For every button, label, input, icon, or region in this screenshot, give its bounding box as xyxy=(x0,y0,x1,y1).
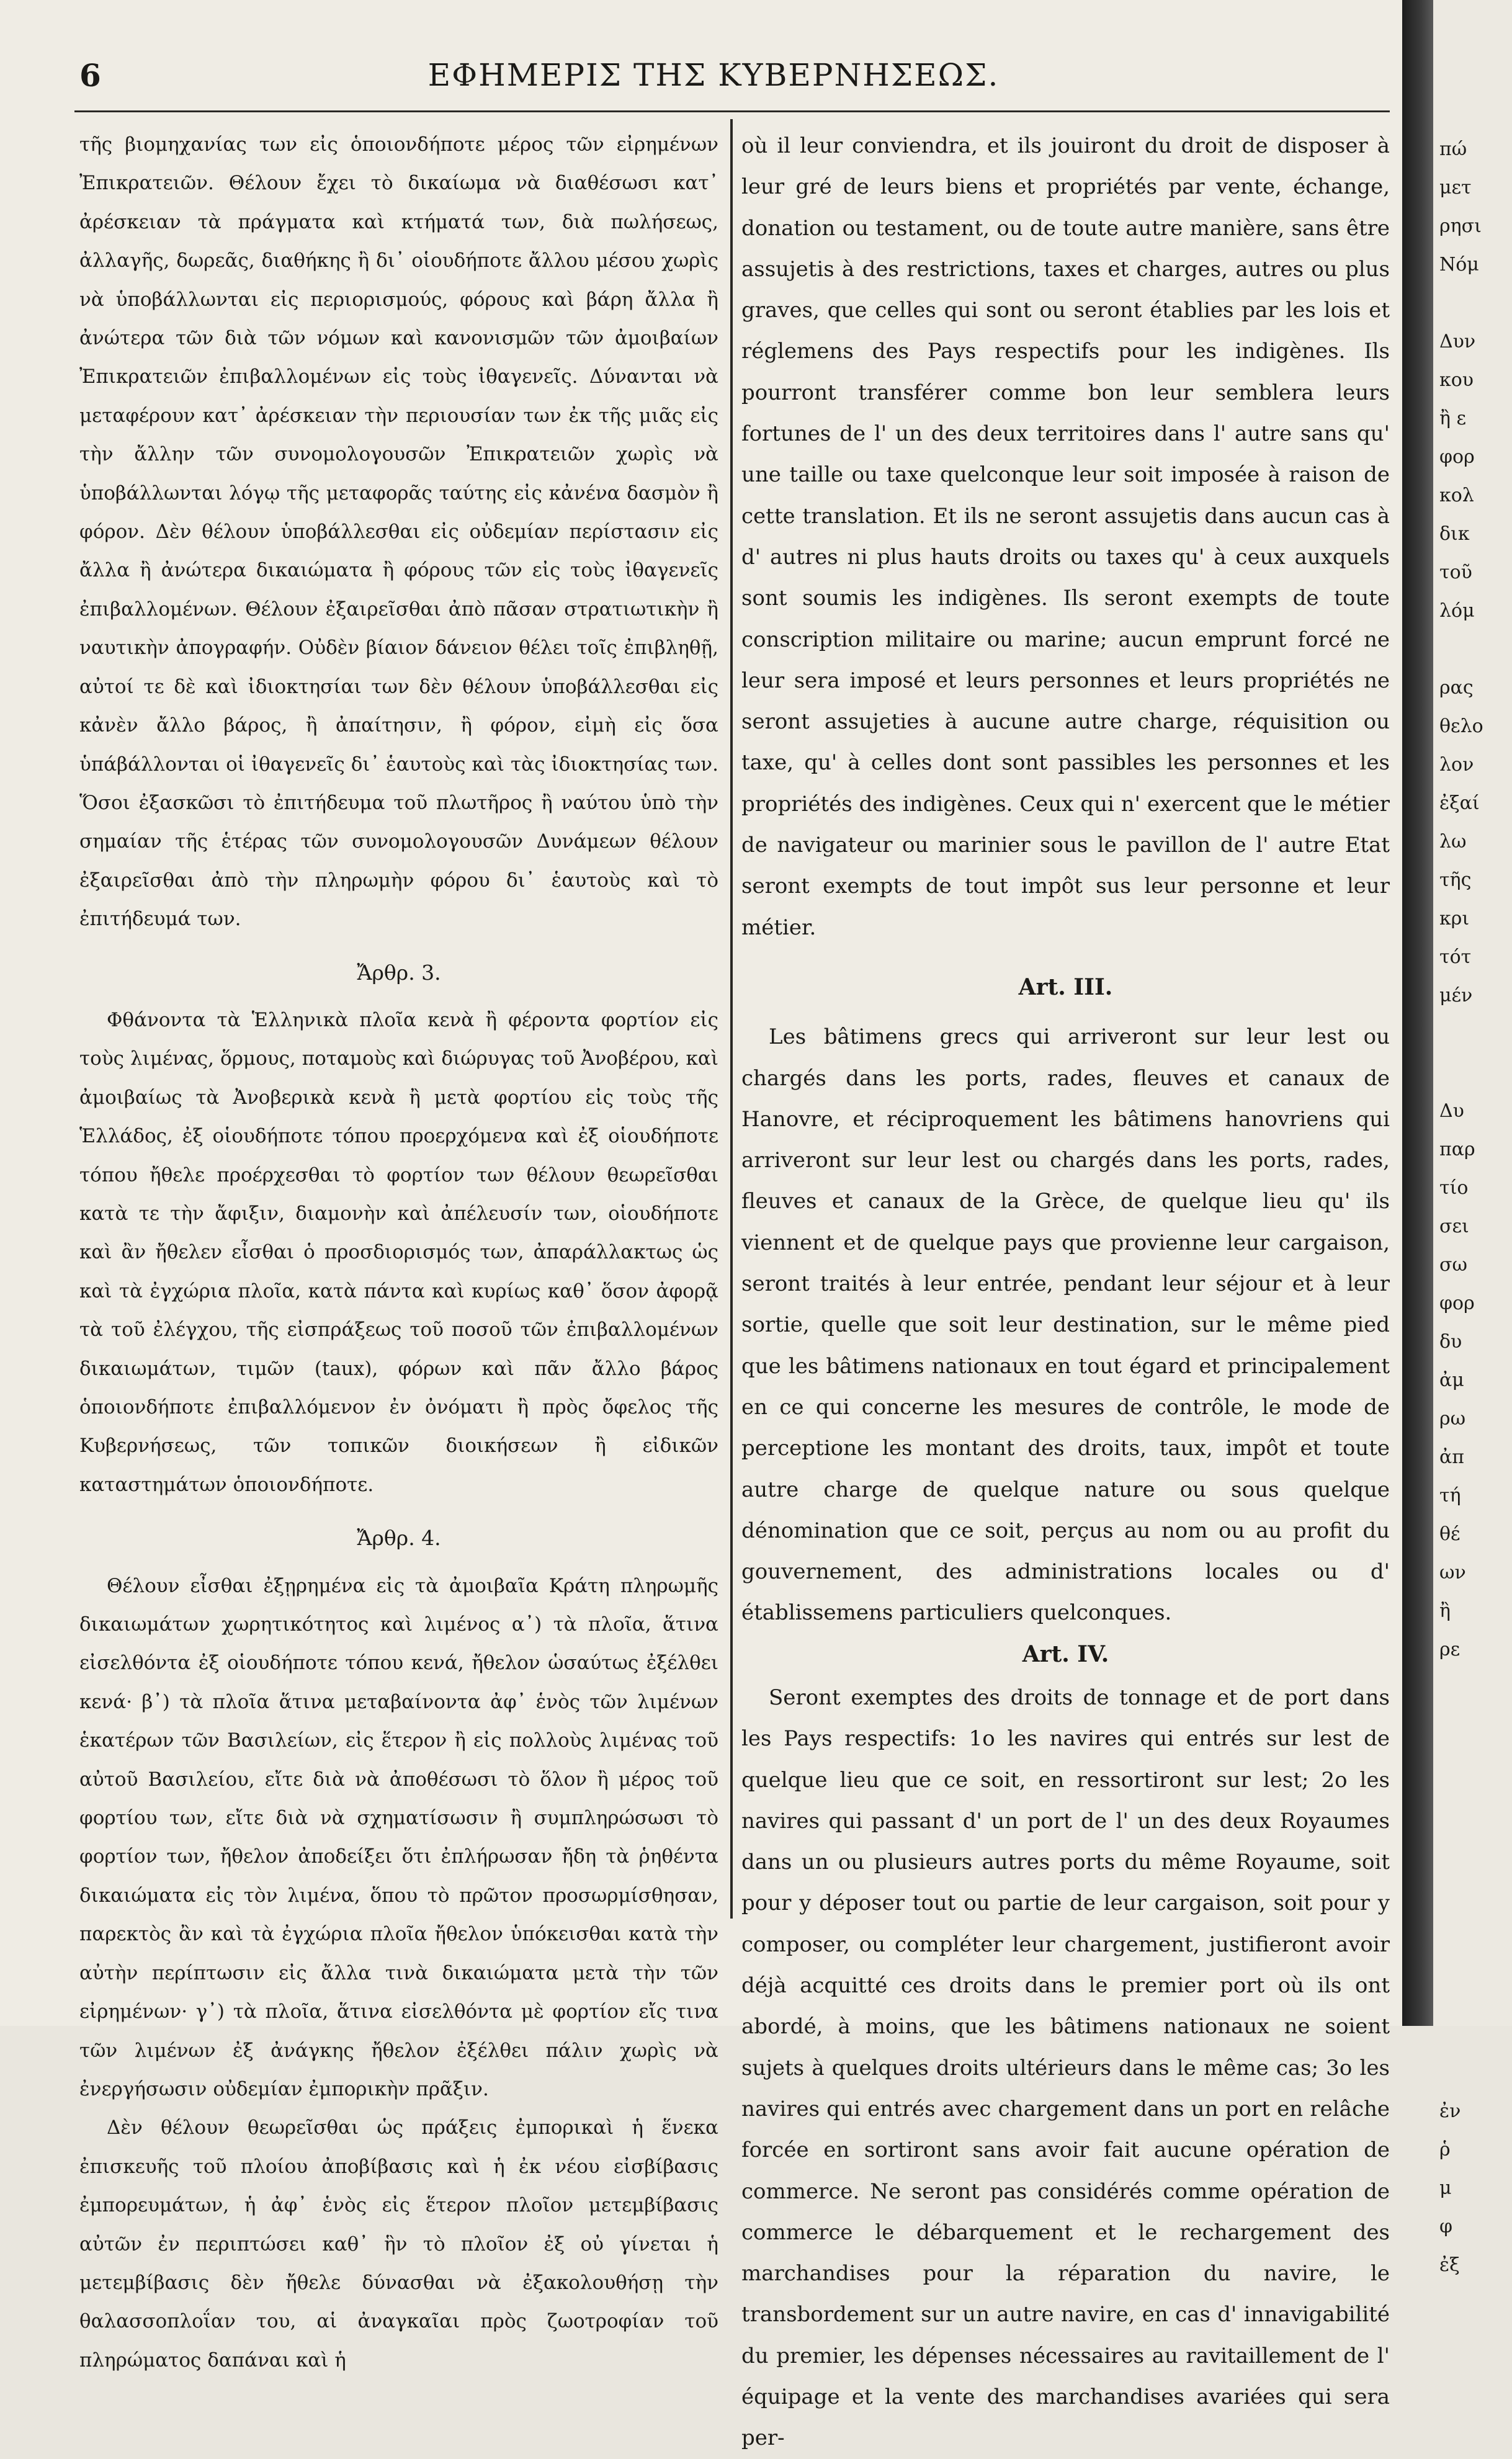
adjacent-page-edge xyxy=(1433,0,1512,2276)
adjacent-page-fragment: τῆς xyxy=(1439,869,1472,891)
adjacent-page-fragment: ῥ xyxy=(1439,2139,1451,2161)
adjacent-page-fragment xyxy=(1433,2015,1512,2054)
adjacent-page-fragment xyxy=(1433,2054,1512,2092)
greek-article-3-heading: Ἄρθρ. 3. xyxy=(357,960,441,985)
adjacent-page-fragment: ἀμ xyxy=(1439,1369,1464,1391)
adjacent-page-fragment: τοῦ xyxy=(1439,562,1472,583)
adjacent-page-fragment xyxy=(1433,1977,1512,2015)
greek-article-3-text: Φθάνοντα τὰ Ἑλληνικὰ πλοῖα κενὰ ἢ φέροντα φορτίον εἰς τοὺς λιμένας, ὅρμους, ποταμοὺς καὶ διώρυγας τοῦ Ἀνοβέρου, καὶ ἀμοιβαίως τὰ Ἀνοβερικὰ κενὰ ἢ μετὰ φορτίου εἰς τοὺς τῆς Ἑλλάδος, ἐξ οἱουδήποτε τόπου προερχόμενα καὶ ἐξ οἱουδήποτε τόπου ἤθελε προέρχεσθαι τὸ φορτίον των θέλουν θεωρεῖσθαι κατὰ τε τὴν ἄφιξιν, διαμονὴν καὶ ἀπέλευσίν των, οἱουδήποτε καὶ ἂν ἤθελεν εἶσθαι ὁ προσδιορισμός των, ἀπαράλλακτως ὡς καὶ τὰ ἐγχώρια πλοῖα, κατὰ πάντα καὶ κυρίως καθ᾽ ὅσον ἀφορᾷ τὰ τοῦ ἐλέγχου, τῆς εἰσπράξεως τοῦ ποσοῦ τῶν ἐπιβαλλομένων δικαιωμάτων, τιμῶν (taux), φόρων καὶ πᾶν ἄλλο βάρος ὁποιονδήποτε ἐπιβαλλόμενον ἐν ὀνόματι ἢ πρὸς ὄφελος τῆς Κυβερνήσεως, τῶν τοπικῶν διοικήσεων ἢ εἰδικῶν καταστημάτων ὁποιονδήποτε. xyxy=(79,1008,718,1496)
adjacent-page-fragment: ρω xyxy=(1439,1408,1466,1430)
adjacent-page-fragment xyxy=(1433,1015,1512,1054)
adjacent-page-fragment: δυ xyxy=(1439,1331,1462,1353)
adjacent-page-fragment: θέ xyxy=(1439,1523,1461,1545)
adjacent-page-fragment xyxy=(1433,1746,1512,1785)
book-binding-gutter xyxy=(1402,0,1433,2026)
page-number: 6 xyxy=(79,57,101,94)
adjacent-page-fragment: ων xyxy=(1439,1562,1466,1583)
adjacent-page-fragments xyxy=(1433,0,1512,2285)
adjacent-page-fragment: κου xyxy=(1439,369,1474,391)
adjacent-page-fragment: πώ xyxy=(1439,138,1467,160)
adjacent-page-fragment: ρε xyxy=(1439,1639,1461,1660)
adjacent-page-fragment xyxy=(1433,1900,1512,1938)
greek-article-4-text: Θέλουν εἶσθαι ἐξῃρημένα εἰς τὰ ἀμοιβαῖα Κράτη πληρωμῆς δικαιωμάτων χωρητικότητος καὶ λιμένος α᾽) τὰ πλοῖα, ἅτινα εἰσελθόντα ἐξ οἱουδήποτε τόπου κενά, ἤθελον ὡσαύτως ἐξέλθει κενά· β᾽) τὰ πλοῖα ἅτινα μεταβαίνοντα ἀφ᾽ ἑνὸς τῶν λιμένων ἑκατέρων τῶν Βασιλείων, εἰς ἕτερον ἢ εἰς πολλοὺς λιμένας τοῦ αὐτοῦ Βασιλείου, εἴτε διὰ νὰ ἀποθέσωσι τὸ ὅλον ἢ μέρος τοῦ φορτίου των, εἴτε διὰ νὰ σχηματίσωσιν ἢ συμπληρώσωσι τὸ φορτίον των, ἤθελον ἀποδείξει ὅτι ἐπλήρωσαν ἤδη τὰ ῥηθέντα δικαιώματα εἰς τὸν λιμένα, ὅπου τὸ πρῶτον προσωρμίσθησαν, παρεκτὸς ἂν καὶ τὰ ἐγχώρια πλοῖα ἤθελον ὑπόκεισθαι κατὰ τὴν αὐτὴν περίπτωσιν εἰς ἄλλα τινὰ δικαιώματα μετὰ τὴν τῶν εἰρημένων· γ᾽) τὰ πλοῖα, ἅτινα εἰσελθόντα μὲ φορτίον εἴς τινα τῶν λιμένων ἐξ ἀνάγκης ἤθελον ἐξέλθει πάλιν χωρὶς νὰ ἐνεργήσωσιν οὐδεμίαν ἐμπορικὴν πρᾶξιν. xyxy=(79,1574,718,2100)
adjacent-page-fragment xyxy=(1433,1823,1512,1861)
adjacent-page-fragment: ρησι xyxy=(1439,215,1482,237)
greek-article-4-heading: Ἄρθρ. 4. xyxy=(357,1526,441,1551)
adjacent-page-fragment: ἢ xyxy=(1439,1600,1451,1622)
adjacent-page-fragment: τίο xyxy=(1439,1177,1469,1199)
adjacent-page-fragment: μέν xyxy=(1439,985,1473,1006)
adjacent-page-fragment: ἐν xyxy=(1439,2100,1461,2122)
adjacent-page-fragment: Νόμ xyxy=(1439,254,1479,275)
greek-paragraph-last: Δὲν θέλουν θεωρεῖσθαι ὡς πράξεις ἐμπορικαὶ ἡ ἕνεκα ἐπισκευῆς τοῦ πλοίου ἀποβίβασις καὶ ἡ ἐκ νέου εἰσβίβασις ἐμπορευμάτων, ἡ ἀφ᾽ ἑνὸς εἰς ἕτερον πλοῖον μετεμβίβασις αὐτῶν ἐν περιπτώσει καθ᾽ ἣν τὸ πλοῖον ἐξ οὐ γίνεται ἡ μετεμβίβασις δὲν ἤθελε δύνασθαι νὰ ἐξακολουθήσῃ τὴν θαλασσοπλοΐαν του, αἱ ἀναγκαῖαι πρὸς ζωοτροφίαν τοῦ πληρώματος δαπάναι καὶ ἡ xyxy=(79,2116,718,2372)
adjacent-page-fragment xyxy=(1433,630,1512,669)
adjacent-page-fragment: Δυ xyxy=(1439,1100,1464,1122)
french-paragraph: où il leur conviendra, et ils jouiront du droit de disposer à leur gré de leurs biens et propriétés par vente, échange, donation ou testament, ou de toute autre manière, sans être assujetis à des restrictions, taxes et charges, autres ou plus graves, que celles qui sont ou seront établies par les lois et réglemens des Pays respectifs pour les indigènes. Ils pourront transférer comme bon leur semblera leurs fortunes de l' un des deux territoires dans l' autre sans qu' une taille ou taxe quelconque leur soit imposée à raison de cette translation. Et ils ne seront assujetis dans aucun cas à d' autres ni plus hauts droits ou taxes qu' à ceux auxquels sont soumis les indigènes. Ils seront exempts de toute conscription militaire ou marine; aucun emprunt forcé ne leur sera imposé et leurs personnes et leurs propriétés ne seront assujeties à aucune autre charge, réquisition ou taxe, qu' à celles dont sont passibles les personnes et les propriétés des indigènes. Ceux qui n' exercent que le métier de navigateur ou marinier sous le pavillon de l' autre Etat seront exempts de tout impôt sus leur personne et leur métier. xyxy=(741,133,1390,940)
adjacent-page-fragment: λω xyxy=(1439,831,1467,853)
adjacent-page-fragment: σει xyxy=(1439,1216,1469,1237)
adjacent-page-fragment: φορ xyxy=(1439,446,1475,468)
adjacent-page-fragment: ἐξ xyxy=(1439,2254,1460,2276)
adjacent-page-fragment: φ xyxy=(1439,2216,1453,2237)
running-head: ΕΦΗΜΕΡΙΣ ΤΗΣ ΚΥΒΕΡΝΗΣΕΩΣ. xyxy=(427,57,1000,93)
adjacent-page-fragment: τή xyxy=(1439,1485,1461,1507)
french-article-3-heading: Art. III. xyxy=(1018,974,1113,1000)
adjacent-page-fragment xyxy=(1433,1938,1512,1977)
greek-paragraph: τῆς βιομηχανίας των εἰς ὁποιονδήποτε μέρος τῶν εἰρημένων Ἐπικρατειῶν. Θέλουν ἔχει τὸ δικαίωμα νὰ διαθέσωσι κατ᾽ ἀρέσκειαν τὰ πράγματα καὶ κτήματά των, διὰ πωλήσεως, ἀλλαγῆς, δωρεᾶς, διαθήκης ἢ δι᾽ οἱουδήποτε ἄλλου μέσου χωρὶς νὰ ὑποβάλλωνται εἰς περιορισμούς, φόρους καὶ βάρη ἄλλα ἢ ἀνώτερα τῶν διὰ τῶν νόμων καὶ κανονισμῶν τῶν ἀμοιβαίων Ἐπικρατειῶν ἐπιβαλλομένων εἰς τοὺς ἰθαγενεῖς. Δύνανται νὰ μεταφέρουν κατ᾽ ἀρέσκειαν τὴν περιουσίαν των ἐκ τῆς μιᾶς εἰς τὴν ἄλλην τῶν συνομολογουσῶν Ἐπικρατειῶν χωρὶς νὰ ὑποβάλλωνται λόγῳ τῆς μεταφορᾶς ταύτης εἰς κἀνένα δασμὸν ἢ φόρον. Δὲν θέλουν ὑποβάλλεσθαι εἰς οὐδεμίαν περίστασιν εἰς ἄλλα ἢ ἀνώτερα δικαιώματα ἢ φόρους τῶν εἰς τοὺς ἰθαγενεῖς ἐπιβαλλομένων. Θέλουν ἐξαιρεῖσθαι ἀπὸ πᾶσαν στρατιωτικὴν ἢ ναυτικὴν ἀπογραφήν. Οὐδὲν βίαιον δάνειον θέλει τοῖς ἐπιβληθῇ, αὐτοί τε δὲ καὶ ἰδιοκτησίαι των δὲν θέλουν ὑποβάλλεσθαι εἰς κἀνὲν ἄλλο βάρος, ἢ ἀπαίτησιν, ἢ φόρον, εἰμὴ εἰς ὅσα ὑπάβάλλονται οἱ ἰθαγενεῖς δι᾽ ἑαυτοὺς καὶ τὰς ἰδιοκτησίας των. Ὅσοι ἐξασκῶσι τὸ ἐπιτήδευμα τοῦ πλωτῆρος ἢ ναύτου ὑπὸ τὴν σημαίαν τῆς ἑτέρας τῶν συνομολογουσῶν Δυνάμεων θέλουν ἐξαιρεῖσθαι ἀπὸ τὴν πληρωμὴν φόρου δι᾽ ἑαυτοὺς καὶ τὸ ἐπιτήδευμά των. xyxy=(79,133,718,931)
adjacent-page-fragment: φορ xyxy=(1439,1292,1475,1314)
column-divider xyxy=(730,119,733,1919)
adjacent-page-fragment: μετ xyxy=(1439,177,1472,199)
adjacent-page-fragment: κρι xyxy=(1439,908,1470,929)
adjacent-page-fragment xyxy=(1433,1861,1512,1900)
greek-column xyxy=(79,125,718,2372)
adjacent-page-fragment: ρας xyxy=(1439,677,1474,699)
adjacent-page-fragment: μ xyxy=(1439,2177,1452,2199)
adjacent-page-fragment: λον xyxy=(1439,754,1474,776)
adjacent-page-fragment: θελο xyxy=(1439,715,1483,737)
adjacent-page-fragment: λόμ xyxy=(1439,600,1475,622)
adjacent-page-fragment: παρ xyxy=(1439,1139,1475,1160)
header-rule xyxy=(74,110,1390,112)
adjacent-page-fragment: κολ xyxy=(1439,485,1474,506)
adjacent-page-fragment: τότ xyxy=(1439,946,1472,968)
french-article-4-heading: Art. IV. xyxy=(1022,1641,1109,1667)
adjacent-page-fragment: ἀπ xyxy=(1439,1446,1464,1468)
adjacent-page-fragment: δικ xyxy=(1439,523,1470,545)
adjacent-page-fragment xyxy=(1433,1054,1512,1092)
adjacent-page-fragment xyxy=(1433,1669,1512,1708)
adjacent-page-fragment xyxy=(1433,1708,1512,1746)
french-article-3-text: Les bâtimens grecs qui arriveront sur leur lest ou chargés dans les ports, rades, fleuves et canaux de Hanovre, et réciproquement les bâtimens hanovriens qui arriveront sur leur lest ou chargés dans les ports, rades, fleuves et canaux de la Grèce, de quelque lieu qu' ils viennent et de quelque pays que provienne leur cargaison, seront traités à leur entrée, pendant leur séjour et à leur sortie, quelle que soit leur destination, sur le même pied que les bâtimens nationaux en tout égard et principalement en ce qui concerne les mesures de contrôle, le mode de perceptione les montant des droits, taux, impôt et toute autre charge de quelque nature ou sous quelque dénomination que ce soit, perçus au nom ou au profit du gouvernement, des administrations locales ou d' établissemens particuliers quelconques. xyxy=(741,1024,1390,1626)
french-article-4-text: Seront exemptes des droits de tonnage et de port dans les Pays respectifs: 1o les navires qui entrés sur lest de quelque lieu que ce soit, en ressortiront sur lest; 2o les navires qui passant d' un port de l' un des deux Royaumes dans un ou plusieurs autres ports du même Royaume, soit pour y déposer tout ou partie de leur cargaison, soit pour y composer, ou compléter leur chargement, justifieront avoir déjà acquitté ces droits dans le premier port où ils ont abordé, à moins, que les bâtimens nationaux ne soient sujets à quelques droits ultérieurs dans le même cas; 3o les navires qui entrés avec chargement dans un port en relâche forcée en sortiront sans avoir fait aucune opération de commerce. Ne seront pas considérés comme opération de commerce le débarquement et le rechargement des marchandises pour la réparation du navire, le transbordement sur un autre navire, en cas d' innavigabilité du premier, les dépenses nécessaires au ravitaillement de l' équipage et la vente des marchandises avariées qui sera per- xyxy=(741,1685,1390,2451)
adjacent-page-fragment: Δυν xyxy=(1439,331,1476,352)
adjacent-page-fragment: σω xyxy=(1439,1254,1467,1276)
adjacent-page-fragment xyxy=(1433,284,1512,323)
adjacent-page-fragment: ἢ ε xyxy=(1439,408,1467,429)
adjacent-page-fragment: ἐξαί xyxy=(1439,792,1480,814)
french-column xyxy=(741,125,1390,2451)
adjacent-page-fragment xyxy=(1433,1785,1512,1823)
